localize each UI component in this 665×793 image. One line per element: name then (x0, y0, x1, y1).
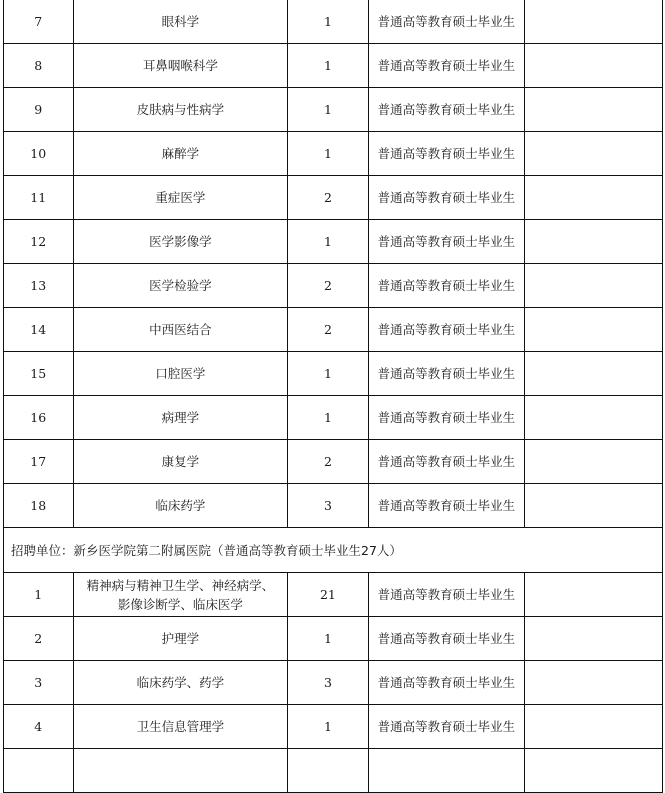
education-cell (368, 617, 524, 661)
row-number: 9 (4, 88, 74, 132)
table-row (4, 661, 663, 705)
education-text: 普通高等教育硕士毕业生 (377, 278, 516, 293)
education-text: 普通高等教育硕士毕业生 (377, 322, 516, 337)
row-number: 1 (4, 573, 74, 617)
education-cell (368, 44, 524, 88)
education-text: 普通高等教育硕士毕业生 (377, 719, 516, 734)
row-number: 11 (4, 176, 74, 220)
count-cell: 1 (288, 88, 369, 132)
note-cell (524, 88, 662, 132)
table-row (4, 440, 663, 484)
education-cell (368, 132, 524, 176)
empty-cell (368, 749, 524, 793)
major-cell: 临床药学 (73, 484, 288, 528)
count-cell: 1 (288, 352, 369, 396)
note-cell (524, 705, 662, 749)
count-cell: 1 (288, 132, 369, 176)
education-text: 普通高等教育硕士毕业生 (377, 146, 516, 161)
note-cell (524, 44, 662, 88)
table-row (4, 220, 663, 264)
table-row (4, 176, 663, 220)
row-number: 2 (4, 617, 74, 661)
education-cell (368, 88, 524, 132)
education-text: 普通高等教育硕士毕业生 (377, 58, 516, 73)
note-cell (524, 617, 662, 661)
major-cell (73, 573, 288, 617)
section-header: 招聘单位：新乡医学院第二附属医院（普通高等教育硕士毕业生27人） (4, 528, 663, 573)
major-cell: 口腔医学 (73, 352, 288, 396)
count-cell: 1 (288, 396, 369, 440)
row-number: 3 (4, 661, 74, 705)
note-cell (524, 0, 662, 44)
major-cell: 医学影像学 (73, 220, 288, 264)
education-cell (368, 440, 524, 484)
count-cell: 21 (288, 573, 369, 617)
education-cell (368, 705, 524, 749)
note-cell (524, 132, 662, 176)
education-cell (368, 176, 524, 220)
note-cell (524, 396, 662, 440)
row-number: 14 (4, 308, 74, 352)
major-cell: 皮肤病与性病学 (73, 88, 288, 132)
major-cell: 康复学 (73, 440, 288, 484)
major-cell: 医学检验学 (73, 264, 288, 308)
table-row (4, 264, 663, 308)
note-cell (524, 220, 662, 264)
empty-cell (4, 749, 74, 793)
empty-cell (73, 749, 288, 793)
note-cell (524, 484, 662, 528)
note-cell (524, 440, 662, 484)
education-cell (368, 661, 524, 705)
education-text: 普通高等教育硕士毕业生 (377, 454, 516, 469)
note-cell (524, 573, 662, 617)
table-row (4, 308, 663, 352)
table-row (4, 132, 663, 176)
table-row (4, 44, 663, 88)
education-cell (368, 0, 524, 44)
education-text: 普通高等教育硕士毕业生 (377, 14, 516, 29)
education-cell (368, 396, 524, 440)
count-cell: 1 (288, 220, 369, 264)
table-row (4, 573, 663, 617)
education-text: 普通高等教育硕士毕业生 (377, 234, 516, 249)
education-text: 普通高等教育硕士毕业生 (377, 587, 516, 602)
table-row (4, 0, 663, 44)
empty-cell (288, 749, 369, 793)
note-cell (524, 264, 662, 308)
recruitment-table (3, 0, 663, 793)
count-cell: 1 (288, 44, 369, 88)
count-cell: 1 (288, 617, 369, 661)
major-cell: 卫生信息管理学 (73, 705, 288, 749)
row-number: 13 (4, 264, 74, 308)
table-row (4, 352, 663, 396)
table-row-partial (4, 749, 663, 793)
note-cell (524, 308, 662, 352)
count-cell: 2 (288, 440, 369, 484)
row-number: 7 (4, 0, 74, 44)
row-number: 17 (4, 440, 74, 484)
empty-cell (524, 749, 662, 793)
table-row (4, 396, 663, 440)
row-number: 18 (4, 484, 74, 528)
row-number: 10 (4, 132, 74, 176)
major-cell: 眼科学 (73, 0, 288, 44)
row-number: 12 (4, 220, 74, 264)
education-text: 普通高等教育硕士毕业生 (377, 366, 516, 381)
education-cell (368, 264, 524, 308)
major-cell: 护理学 (73, 617, 288, 661)
education-cell (368, 308, 524, 352)
count-cell: 1 (288, 0, 369, 44)
count-cell: 2 (288, 264, 369, 308)
note-cell (524, 352, 662, 396)
major-cell: 病理学 (73, 396, 288, 440)
row-number: 16 (4, 396, 74, 440)
table-row (4, 484, 663, 528)
note-cell (524, 176, 662, 220)
section-header-row (4, 528, 663, 573)
table-row (4, 617, 663, 661)
table-row (4, 705, 663, 749)
major-text: 精神病与精神卫生学、神经病学、影像诊断学、临床医学 (86, 577, 275, 612)
education-text: 普通高等教育硕士毕业生 (377, 675, 516, 690)
count-cell: 2 (288, 308, 369, 352)
major-cell: 临床药学、药学 (73, 661, 288, 705)
table-row (4, 88, 663, 132)
education-text: 普通高等教育硕士毕业生 (377, 631, 516, 646)
education-cell (368, 220, 524, 264)
education-text: 普通高等教育硕士毕业生 (377, 498, 516, 513)
education-text: 普通高等教育硕士毕业生 (377, 410, 516, 425)
row-number: 4 (4, 705, 74, 749)
major-cell: 耳鼻咽喉科学 (73, 44, 288, 88)
major-cell: 中西医结合 (73, 308, 288, 352)
count-cell: 3 (288, 484, 369, 528)
major-cell: 麻醉学 (73, 132, 288, 176)
education-cell (368, 484, 524, 528)
education-cell (368, 352, 524, 396)
row-number: 15 (4, 352, 74, 396)
count-cell: 2 (288, 176, 369, 220)
education-text: 普通高等教育硕士毕业生 (377, 102, 516, 117)
count-cell: 3 (288, 661, 369, 705)
major-cell: 重症医学 (73, 176, 288, 220)
education-cell (368, 573, 524, 617)
education-text: 普通高等教育硕士毕业生 (377, 190, 516, 205)
count-cell: 1 (288, 705, 369, 749)
row-number: 8 (4, 44, 74, 88)
note-cell (524, 661, 662, 705)
